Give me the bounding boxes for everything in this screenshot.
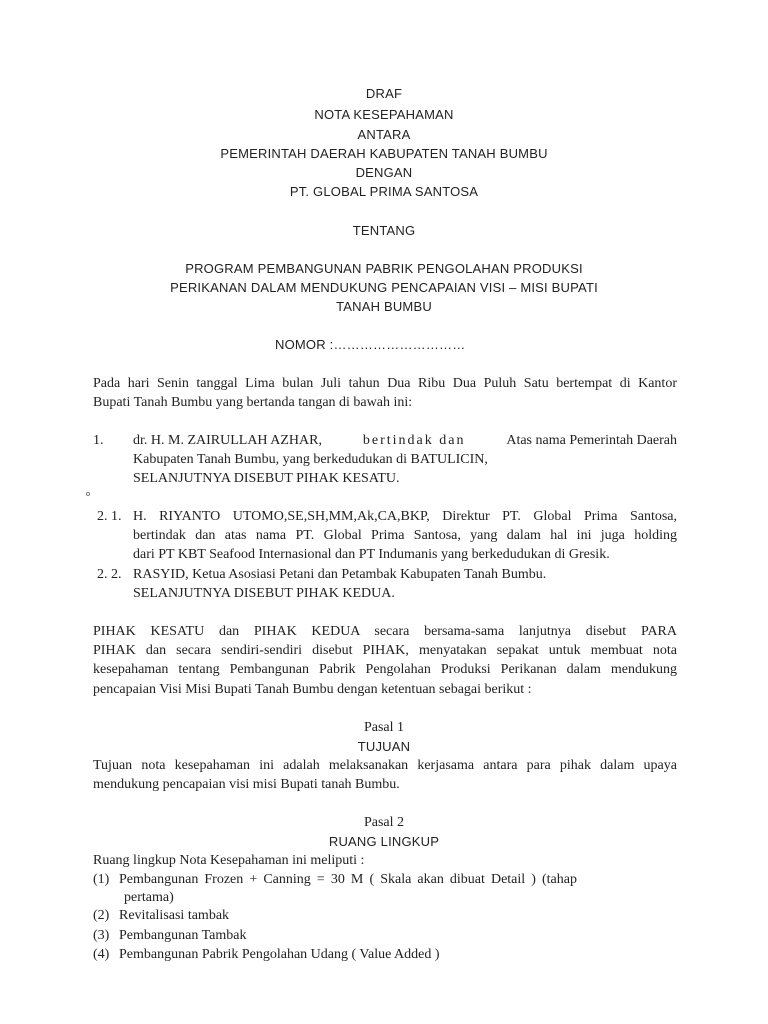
between-label: ANTARA [357, 127, 411, 142]
scope-item-3-text: Pembangunan Tambak [119, 928, 247, 943]
scope-item-1-continuation: pertama) [124, 890, 174, 905]
party-1-line-3: SELANJUTNYA DISEBUT PIHAK KESATU. [133, 471, 400, 486]
scope-item-4-text: Pembangunan Pabrik Pengolahan Udang ( Value Added ) [119, 947, 440, 962]
scope-item-1-text: Pembangunan Frozen + Canning = 30 M ( Skala akan dibuat Detail ) (tahap [119, 872, 577, 887]
party-1-name: dr. H. M. ZAIRULLAH AZHAR, [133, 433, 322, 448]
opening-line-2: Bupati Tanah Bumbu yang bertanda tangan di bawah ini: [93, 395, 413, 410]
with-label: DENGAN [355, 165, 413, 180]
opening-line-1: Pada hari Senin tanggal Lima bulan Juli tahun Dua Ribu Dua Puluh Satu bertempat di Kantor [93, 376, 677, 391]
party-1-line-2: Kabupaten Tanah Bumbu, yang berkedudukan di BATULICIN, [133, 452, 488, 467]
article-2-intro: Ruang lingkup Nota Kesepahaman ini meliputi : [93, 853, 365, 868]
program-title-line-3: TANAH BUMBU [336, 299, 432, 314]
scope-item-1-number: (1) [93, 872, 110, 887]
party-1-role-rest: Atas nama Pemerintah Daerah [506, 433, 677, 448]
party-2-item-1-line-1: H. RIYANTO UTOMO,SE,SH,MM,Ak,CA,BKP, Direktur PT. Global Prima Santosa, [133, 509, 677, 524]
program-title-line-2: PERIKANAN DALAM MENDUKUNG PENCAPAIAN VISI – MISI BUPATI [170, 280, 598, 295]
article-2-title: RUANG LINGKUP [328, 834, 440, 849]
scope-item-3-number: (3) [93, 928, 110, 943]
party-1-line-1 [133, 433, 677, 449]
party-1-role: bertindak dan [362, 433, 466, 448]
party-2-item-1-number: 2. 1. [97, 509, 122, 524]
stray-mark: o [86, 489, 90, 498]
party-2-item-2-line-2: SELANJUTNYA DISEBUT PIHAK KEDUA. [133, 586, 395, 601]
scope-item-2-number: (2) [93, 908, 110, 923]
party-2-item-2-line-1: RASYID, Ketua Asosiasi Petani dan Petambak Kabupaten Tanah Bumbu. [133, 567, 547, 582]
article-1-line-2: mendukung pencapaian visi misi Bupati tanah Bumbu. [93, 777, 400, 792]
draft-label: DRAF [365, 86, 403, 101]
agreement-line-4: pencapaian Visi Misi Bupati Tanah Bumbu dengan ketentuan sebagai berikut : [93, 682, 532, 697]
document-title: NOTA KESEPAHAMAN [314, 107, 454, 122]
about-label: TENTANG [352, 223, 416, 238]
article-1-heading: Pasal 1 [363, 720, 405, 735]
article-1-title: TUJUAN [357, 739, 411, 754]
agreement-line-2: PIHAK dan secara sendiri-sendiri disebut PIHAK, menyatakan sepakat untuk membuat nota [93, 643, 677, 658]
article-1-line-1: Tujuan nota kesepahaman ini adalah melaksanakan kerjasama antara para pihak dalam upaya [93, 758, 677, 773]
party-2-item-2-number: 2. 2. [97, 567, 122, 582]
scope-item-4-number: (4) [93, 947, 110, 962]
program-title-line-1: PROGRAM PEMBANGUNAN PABRIK PENGOLAHAN PRODUKSI [185, 261, 583, 276]
second-party-title: PT. GLOBAL PRIMA SANTOSA [289, 184, 479, 199]
document-number: NOMOR :………………………… [275, 337, 466, 352]
party-1-number: 1. [93, 433, 104, 448]
party-2-item-1-line-3: dari PT KBT Seafood Internasional dan PT Indumanis yang berkedudukan di Gresik. [133, 547, 610, 562]
article-2-heading: Pasal 2 [363, 815, 405, 830]
first-party-title: PEMERINTAH DAERAH KABUPATEN TANAH BUMBU [220, 146, 548, 161]
agreement-line-3: kesepahaman tentang Pembangunan Pabrik Pengolahan Produksi Perikanan dalam mendukung [93, 662, 677, 677]
party-2-item-1-line-2: bertindak dan atas nama PT. Global Prima Santosa, yang dalam hal ini juga holding [133, 528, 677, 543]
agreement-line-1: PIHAK KESATU dan PIHAK KEDUA secara bersama-sama lanjutnya disebut PARA [93, 624, 677, 639]
scope-item-2-text: Revitalisasi tambak [119, 908, 230, 923]
